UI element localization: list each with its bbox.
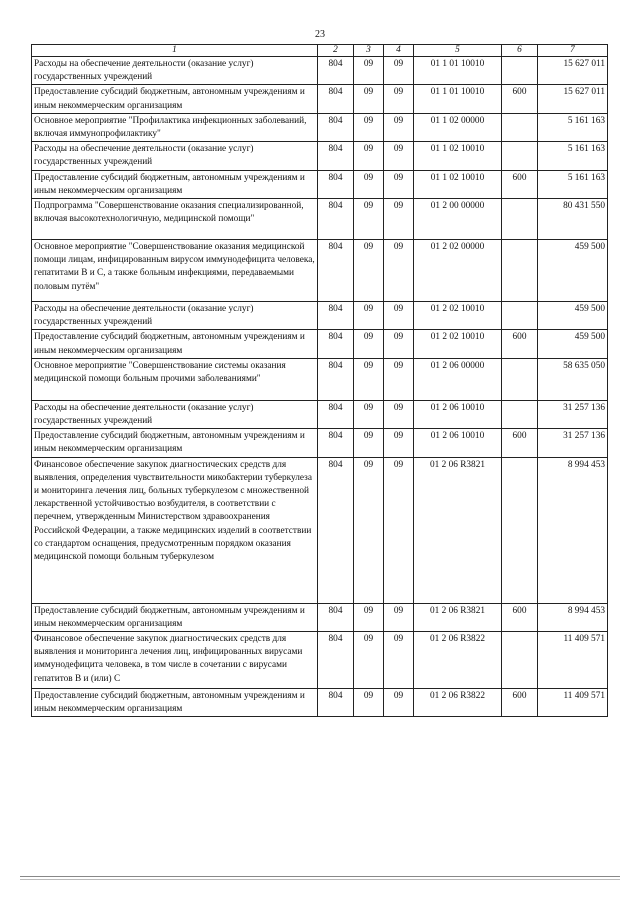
row-ministry-code: 804 bbox=[318, 457, 354, 603]
col-header-6: 6 bbox=[502, 45, 538, 57]
row-subsection-code: 09 bbox=[384, 302, 414, 330]
table-row bbox=[32, 358, 608, 400]
row-name: Предоставление субсидий бюджетным, автономным учреждениям и иным некоммерческим организациям bbox=[32, 603, 318, 631]
row-target-code: 01 1 02 00000 bbox=[414, 113, 502, 141]
row-name: Предоставление субсидий бюджетным, автономным учреждениям и иным некоммерческим организациям bbox=[32, 429, 318, 457]
row-ministry-code: 804 bbox=[318, 632, 354, 689]
row-amount: 80 431 550 bbox=[538, 199, 608, 240]
row-section-code: 09 bbox=[354, 302, 384, 330]
table-row bbox=[32, 170, 608, 198]
row-section-code: 09 bbox=[354, 603, 384, 631]
row-section-code: 09 bbox=[354, 429, 384, 457]
row-name: Расходы на обеспечение деятельности (оказание услуг) государственных учреждений bbox=[32, 142, 318, 170]
row-name: Предоставление субсидий бюджетным, автономным учреждениям и иным некоммерческим организациям bbox=[32, 170, 318, 198]
table-row bbox=[32, 400, 608, 428]
table-row bbox=[32, 57, 608, 85]
col-header-5: 5 bbox=[414, 45, 502, 57]
row-ministry-code: 804 bbox=[318, 85, 354, 113]
row-ministry-code: 804 bbox=[318, 689, 354, 717]
row-expense-type bbox=[502, 457, 538, 603]
row-amount: 11 409 571 bbox=[538, 632, 608, 689]
row-ministry-code: 804 bbox=[318, 199, 354, 240]
row-expense-type bbox=[502, 240, 538, 302]
row-name: Основное мероприятие "Совершенствование оказания медицинской помощи лицам, инфицированным вирусом иммунодефицита человека, гепатитами B и C, а также больным инфекциями, передаваемыми половым путём" bbox=[32, 240, 318, 302]
row-amount: 31 257 136 bbox=[538, 400, 608, 428]
row-name: Основное мероприятие "Профилактика инфекционных заболеваний, включая иммунопрофилактику" bbox=[32, 113, 318, 141]
row-name: Основное мероприятие "Совершенствование системы оказания медицинской помощи больным прочими заболеваниями" bbox=[32, 358, 318, 400]
row-subsection-code: 09 bbox=[384, 113, 414, 141]
row-target-code: 01 1 02 10010 bbox=[414, 142, 502, 170]
col-header-1: 1 bbox=[32, 45, 318, 57]
row-target-code: 01 1 01 10010 bbox=[414, 57, 502, 85]
row-section-code: 09 bbox=[354, 85, 384, 113]
row-ministry-code: 804 bbox=[318, 302, 354, 330]
table-row bbox=[32, 240, 608, 302]
col-header-2: 2 bbox=[318, 45, 354, 57]
row-section-code: 09 bbox=[354, 632, 384, 689]
row-amount: 459 500 bbox=[538, 330, 608, 358]
row-target-code: 01 2 06 R3821 bbox=[414, 603, 502, 631]
row-name: Предоставление субсидий бюджетным, автономным учреждениям и иным некоммерческим организациям bbox=[32, 330, 318, 358]
row-amount: 8 994 453 bbox=[538, 457, 608, 603]
row-target-code: 01 1 01 10010 bbox=[414, 85, 502, 113]
row-amount: 5 161 163 bbox=[538, 142, 608, 170]
row-subsection-code: 09 bbox=[384, 689, 414, 717]
table-row bbox=[32, 142, 608, 170]
row-name: Расходы на обеспечение деятельности (оказание услуг) государственных учреждений bbox=[32, 400, 318, 428]
table-row bbox=[32, 632, 608, 689]
row-section-code: 09 bbox=[354, 689, 384, 717]
row-ministry-code: 804 bbox=[318, 330, 354, 358]
row-name: Подпрограмма "Совершенствование оказания специализированной, включая высокотехнологичную, медицинской помощи" bbox=[32, 199, 318, 240]
row-amount: 15 627 011 bbox=[538, 85, 608, 113]
row-target-code: 01 2 06 00000 bbox=[414, 358, 502, 400]
row-amount: 58 635 050 bbox=[538, 358, 608, 400]
row-name: Предоставление субсидий бюджетным, автономным учреждениям и иным некоммерческим организациям bbox=[32, 85, 318, 113]
row-section-code: 09 bbox=[354, 142, 384, 170]
table-row bbox=[32, 302, 608, 330]
table-row bbox=[32, 429, 608, 457]
row-ministry-code: 804 bbox=[318, 429, 354, 457]
row-name: Финансовое обеспечение закупок диагностических средств для выявления, определения чувствительности микобактерии туберкулеза и мониторинга лечения лиц, больных туберкулезом с множественной лекарственной устойчивостью возбудителя, в соответствии с перечнем, утвержденным Министерством здравоохранения Российской Федерации, а также медицинских изделий в соответствии со стандартом оснащения, предусмотренным порядком оказания медицинской помощи больным туберкулезом bbox=[32, 457, 318, 603]
table-row bbox=[32, 457, 608, 603]
row-target-code: 01 2 02 10010 bbox=[414, 330, 502, 358]
row-amount: 459 500 bbox=[538, 302, 608, 330]
row-section-code: 09 bbox=[354, 57, 384, 85]
scan-edge-line bbox=[20, 879, 620, 880]
scan-edge-line bbox=[20, 876, 620, 877]
row-section-code: 09 bbox=[354, 330, 384, 358]
row-amount: 31 257 136 bbox=[538, 429, 608, 457]
row-expense-type bbox=[502, 199, 538, 240]
row-amount: 5 161 163 bbox=[538, 170, 608, 198]
row-name: Финансовое обеспечение закупок диагностических средств для выявления и мониторинга лечения лиц, инфицированных вирусами иммунодефицита человека, в том числе в сочетании с вирусами гепатитов B и (или) C bbox=[32, 632, 318, 689]
row-amount: 459 500 bbox=[538, 240, 608, 302]
row-subsection-code: 09 bbox=[384, 603, 414, 631]
row-expense-type bbox=[502, 113, 538, 141]
row-ministry-code: 804 bbox=[318, 240, 354, 302]
row-subsection-code: 09 bbox=[384, 400, 414, 428]
row-target-code: 01 1 02 10010 bbox=[414, 170, 502, 198]
row-target-code: 01 2 06 10010 bbox=[414, 429, 502, 457]
col-header-4: 4 bbox=[384, 45, 414, 57]
row-amount: 11 409 571 bbox=[538, 689, 608, 717]
row-ministry-code: 804 bbox=[318, 57, 354, 85]
row-expense-type: 600 bbox=[502, 603, 538, 631]
row-amount: 8 994 453 bbox=[538, 603, 608, 631]
row-subsection-code: 09 bbox=[384, 199, 414, 240]
table-row bbox=[32, 603, 608, 631]
row-ministry-code: 804 bbox=[318, 358, 354, 400]
row-expense-type bbox=[502, 302, 538, 330]
row-target-code: 01 2 00 00000 bbox=[414, 199, 502, 240]
row-subsection-code: 09 bbox=[384, 330, 414, 358]
row-subsection-code: 09 bbox=[384, 170, 414, 198]
col-header-3: 3 bbox=[354, 45, 384, 57]
row-amount: 5 161 163 bbox=[538, 113, 608, 141]
row-expense-type: 600 bbox=[502, 170, 538, 198]
row-target-code: 01 2 06 10010 bbox=[414, 400, 502, 428]
row-subsection-code: 09 bbox=[384, 57, 414, 85]
row-section-code: 09 bbox=[354, 400, 384, 428]
row-target-code: 01 2 06 R3822 bbox=[414, 632, 502, 689]
row-expense-type bbox=[502, 57, 538, 85]
row-section-code: 09 bbox=[354, 199, 384, 240]
row-section-code: 09 bbox=[354, 457, 384, 603]
row-section-code: 09 bbox=[354, 358, 384, 400]
row-subsection-code: 09 bbox=[384, 429, 414, 457]
row-subsection-code: 09 bbox=[384, 85, 414, 113]
row-ministry-code: 804 bbox=[318, 400, 354, 428]
page-number: 23 bbox=[315, 29, 325, 40]
row-target-code: 01 2 02 00000 bbox=[414, 240, 502, 302]
row-name: Расходы на обеспечение деятельности (оказание услуг) государственных учреждений bbox=[32, 57, 318, 85]
row-section-code: 09 bbox=[354, 170, 384, 198]
row-section-code: 09 bbox=[354, 113, 384, 141]
col-header-7: 7 bbox=[538, 45, 608, 57]
row-ministry-code: 804 bbox=[318, 142, 354, 170]
row-expense-type bbox=[502, 358, 538, 400]
row-expense-type: 600 bbox=[502, 689, 538, 717]
row-expense-type: 600 bbox=[502, 85, 538, 113]
row-subsection-code: 09 bbox=[384, 457, 414, 603]
table-row bbox=[32, 113, 608, 141]
row-target-code: 01 2 02 10010 bbox=[414, 302, 502, 330]
header-row bbox=[32, 45, 608, 57]
table-row bbox=[32, 689, 608, 717]
row-subsection-code: 09 bbox=[384, 358, 414, 400]
table-row bbox=[32, 199, 608, 240]
row-ministry-code: 804 bbox=[318, 170, 354, 198]
row-section-code: 09 bbox=[354, 240, 384, 302]
row-name: Расходы на обеспечение деятельности (оказание услуг) государственных учреждений bbox=[32, 302, 318, 330]
row-subsection-code: 09 bbox=[384, 240, 414, 302]
row-target-code: 01 2 06 R3821 bbox=[414, 457, 502, 603]
row-ministry-code: 804 bbox=[318, 603, 354, 631]
row-subsection-code: 09 bbox=[384, 142, 414, 170]
row-expense-type bbox=[502, 632, 538, 689]
row-subsection-code: 09 bbox=[384, 632, 414, 689]
row-expense-type: 600 bbox=[502, 429, 538, 457]
row-expense-type: 600 bbox=[502, 330, 538, 358]
table-row bbox=[32, 330, 608, 358]
row-amount: 15 627 011 bbox=[538, 57, 608, 85]
row-expense-type bbox=[502, 142, 538, 170]
table-row bbox=[32, 85, 608, 113]
row-name: Предоставление субсидий бюджетным, автономным учреждениям и иным некоммерческим организациям bbox=[32, 689, 318, 717]
row-target-code: 01 2 06 R3822 bbox=[414, 689, 502, 717]
row-ministry-code: 804 bbox=[318, 113, 354, 141]
budget-table bbox=[31, 44, 608, 717]
row-expense-type bbox=[502, 400, 538, 428]
